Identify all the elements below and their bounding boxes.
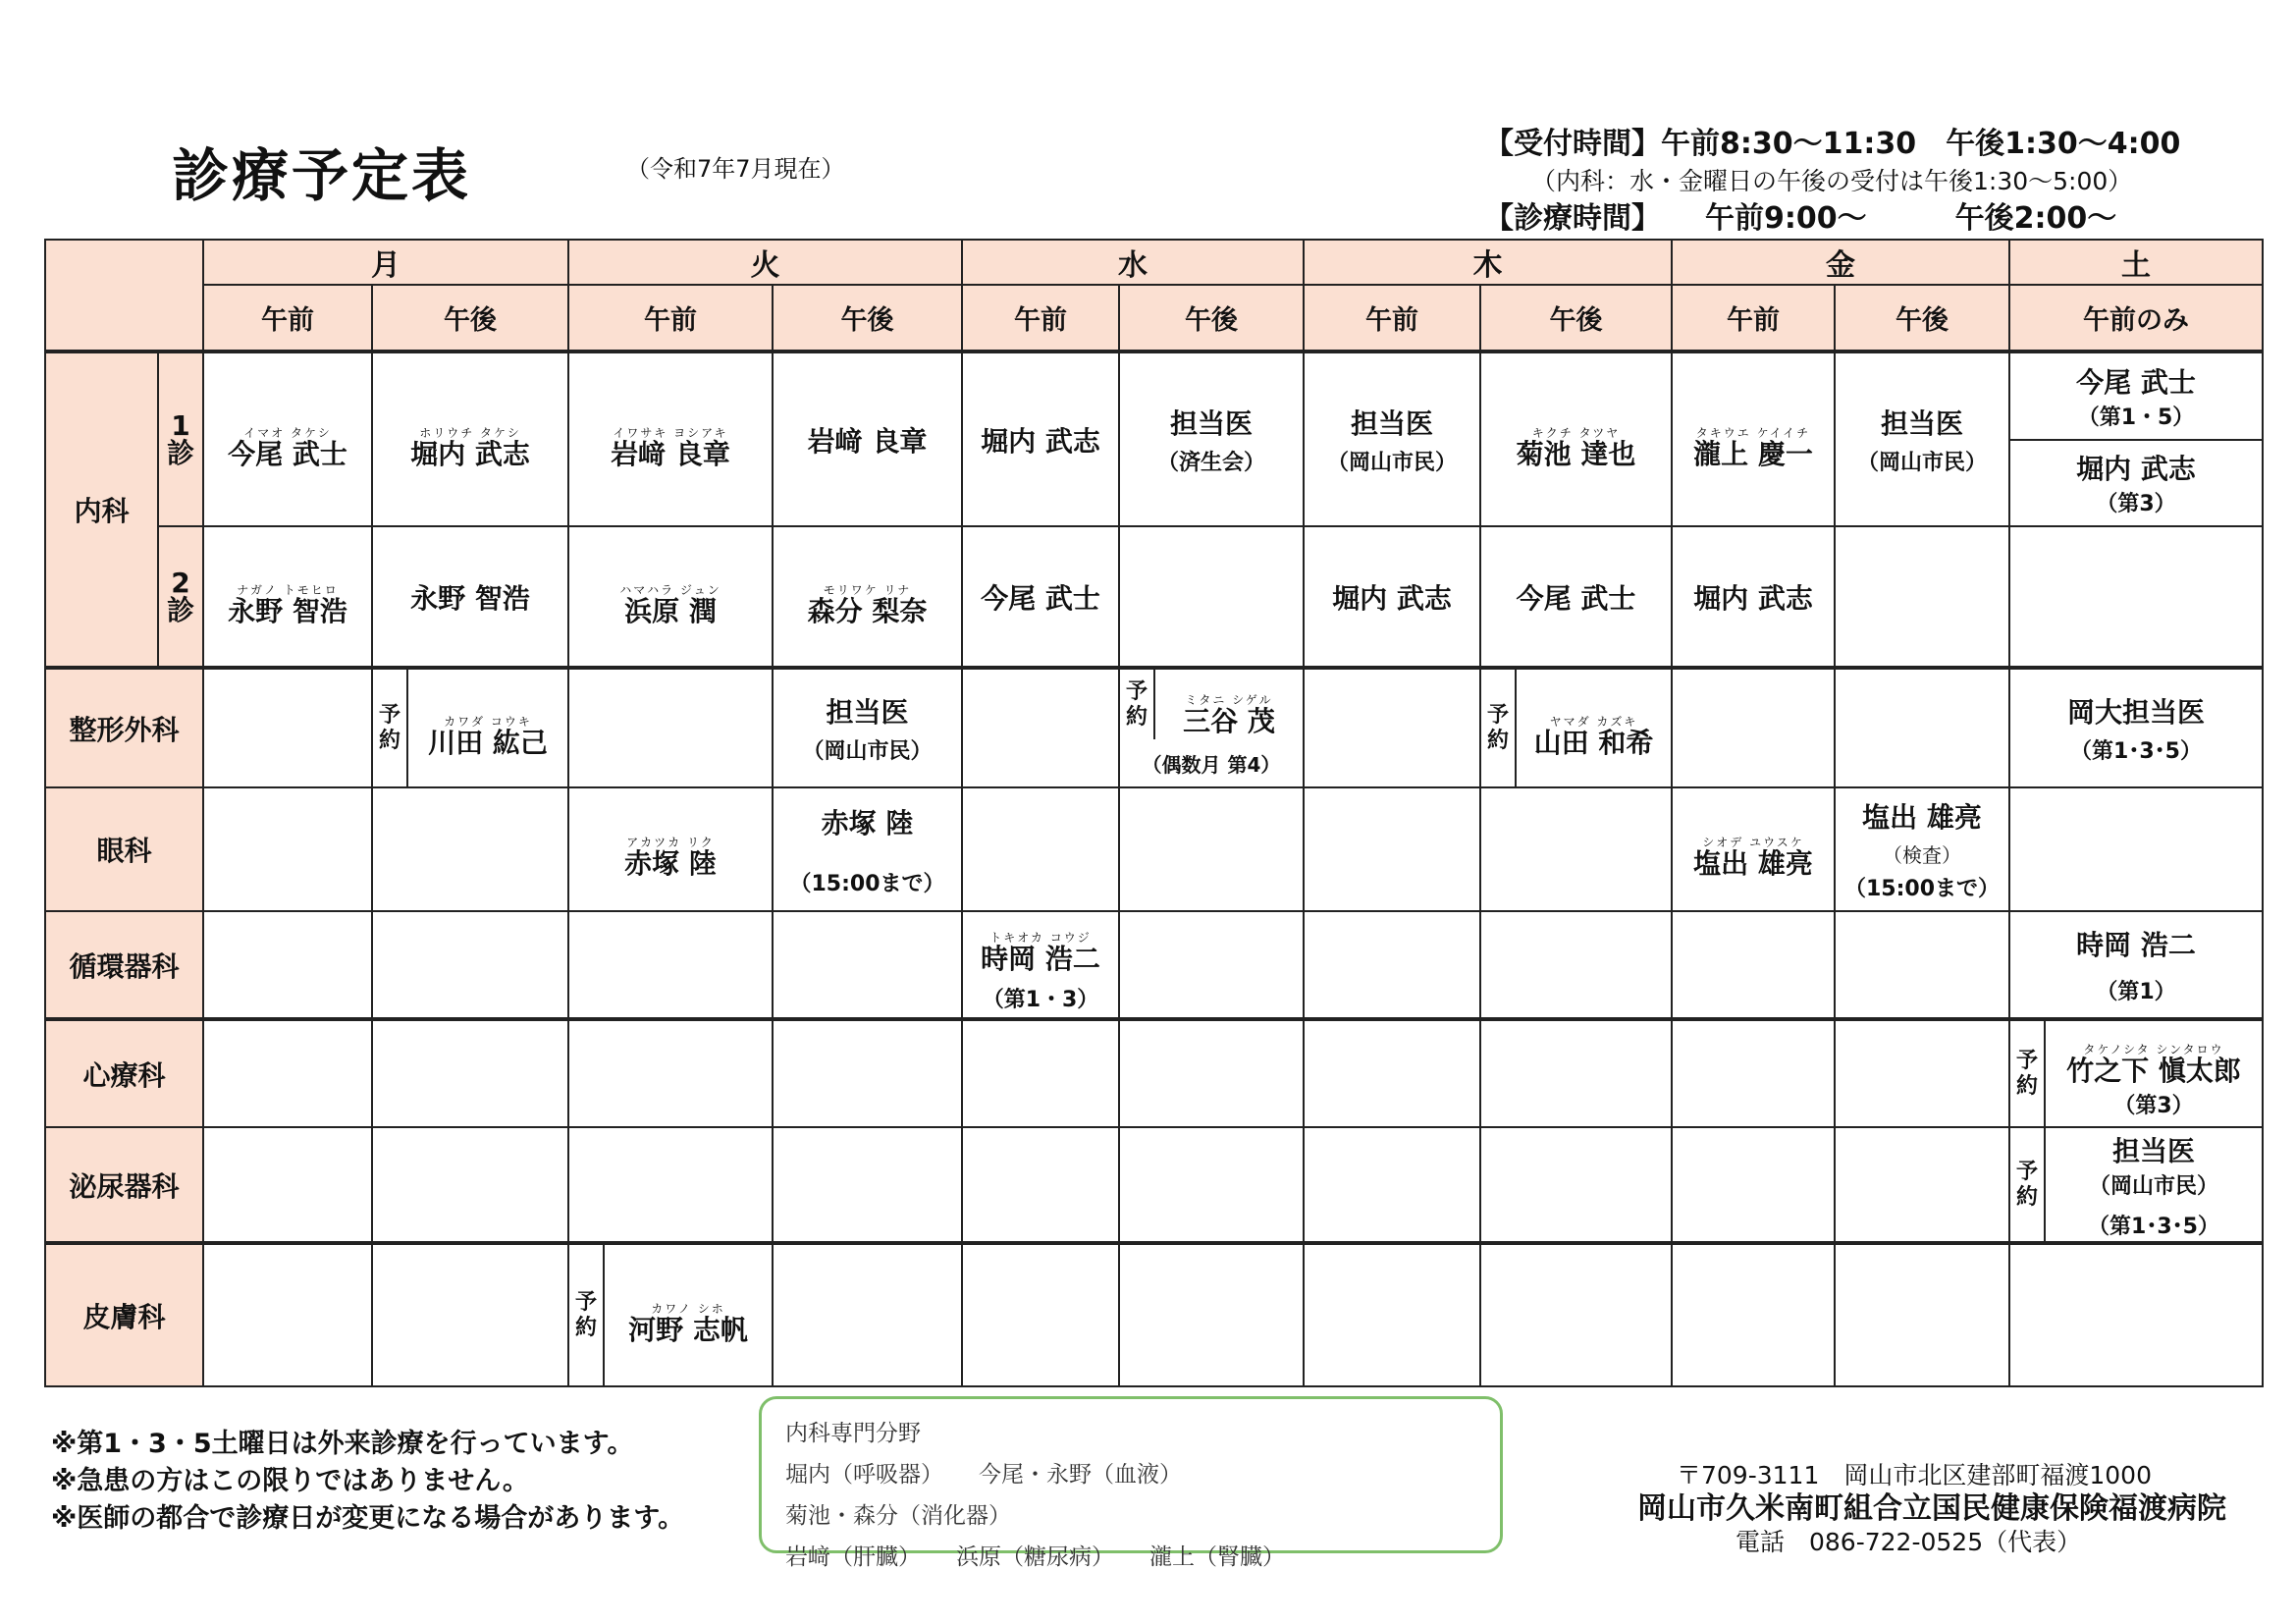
cell-shinryo-mon-am [203,1019,372,1127]
reception-note: （内科：水・金曜日の午後の受付は午後1:30〜5:00） [1531,167,2133,195]
dept-shinryo: 心療科 [45,1019,203,1127]
dept-seikei: 整形外科 [45,668,203,787]
cell-junkan-wed-pm [1119,911,1304,1019]
cell-seikei-fri-am [1672,668,1835,787]
cell-seikei-wed-pm [1119,668,1304,787]
slot-wed-pm: 午後 [1119,285,1304,352]
ruby: トキオカ コウジ [989,931,1092,945]
ruby: ミタニ シゲル [1185,693,1273,707]
hospital-info [1637,1459,2226,1559]
cell-ganka-fri-pm [1835,787,2009,911]
cell-shinryo-fri-pm [1835,1019,2009,1127]
cell-naika2-thu-pm [1480,526,1672,668]
doctor-name: 浜原 潤 [624,594,717,627]
cell-hifu-tue-am [568,1243,773,1386]
cell-naika2-sat [2009,526,2263,668]
cell-junkan-mon-pm [372,911,568,1019]
cell-hinyo-mon-pm [372,1127,568,1243]
cell-junkan-tue-am [568,911,773,1019]
day-tue: 火 [568,240,962,285]
cell-naika1-mon-pm [372,352,568,526]
day-thu: 木 [1304,240,1672,285]
ruby: モリワケ リナ [823,582,912,597]
reservation-mark: 予 約 [2010,1021,2046,1126]
reservation-mark: 予 約 [373,670,408,786]
doctor-note: （第1・3） [982,988,1099,1012]
cell-naika2-fri-am [1672,526,1835,668]
cell-naika2-wed-am [962,526,1119,668]
doctor-name: 瀧上 慶一 [1693,437,1813,470]
as-of-date: （令和7年7月現在） [626,155,845,183]
cell-hifu-sat [2009,1243,2263,1386]
cell-hinyo-tue-am [568,1127,773,1243]
doctor-note: （第1･3･5） [2070,739,2202,764]
cell-shinryo-wed-am [962,1019,1119,1127]
ruby: タケノシタ シンタロウ [2083,1043,2224,1056]
cell-junkan-tue-pm [773,911,962,1019]
footer-note: ※第1・3・5土曜日は外来診療を行っています。 [51,1429,634,1459]
cell-naika1-tue-am [568,352,773,526]
cell-hinyo-mon-am [203,1127,372,1243]
dept-naika: 内科 [45,352,158,668]
doctor-note: （検査） [1883,843,1961,867]
dept-hifu: 皮膚科 [45,1243,203,1386]
doctor-name: 今尾 武士 [228,437,347,470]
postal-address: 〒709-3111 岡山市北区建部町福渡1000 [1677,1461,2152,1489]
doctor-name: 岡大担当医 [2066,696,2205,729]
doctor-name: 河野 志帆 [628,1313,748,1346]
cell-seikei-thu-am [1304,668,1480,787]
ruby: シオデ ユウスケ [1702,836,1804,849]
hospital-name: 岡山市久米南町組合立国民健康保険福渡病院 [1637,1491,2226,1526]
consult-hours: 午前9:00〜 午後2:00〜 [1705,201,2117,236]
cell-hinyo-fri-am [1672,1127,1835,1243]
schedule-table [44,239,2264,1387]
cell-seikei-sat [2009,668,2263,787]
ruby: カワダ コウキ [444,714,532,729]
cell-hifu-tue-pm [773,1243,962,1386]
reservation-mark: 予 約 [569,1245,605,1385]
slot-tue-pm: 午後 [773,285,962,352]
doctor-name: 今尾 武士 [1516,581,1636,615]
specialty-item: 菊池・森分（消化器） [785,1503,1011,1529]
cell-seikei-wed-am [962,668,1119,787]
cell-ganka-thu-pm [1480,787,1672,911]
cell-naika2-mon-pm [372,526,568,668]
cell-seikei-thu-pm [1480,668,1672,787]
specialty-item: 岩﨑（肝臓） [785,1544,921,1570]
cell-naika1-tue-pm [773,352,962,526]
cell-shinryo-sat [2009,1019,2263,1127]
cell-hinyo-fri-pm [1835,1127,2009,1243]
slot-mon-am: 午前 [203,285,372,352]
slot-mon-pm: 午後 [372,285,568,352]
doctor-note: （偶数月 第4） [1142,753,1281,777]
doctor-name: 担当医 [2111,1134,2195,1167]
cell-seikei-tue-pm [773,668,962,787]
slot-thu-pm: 午後 [1480,285,1672,352]
doctor-name: 川田 紘己 [428,726,548,759]
doctor-name: 永野 智浩 [228,594,347,627]
ruby: アカツカ リク [626,836,715,849]
specialty-item: 今尾・永野（血液） [979,1462,1182,1488]
cell-naika2-fri-pm [1835,526,2009,668]
ruby: タキウエ ケイイチ [1695,425,1811,440]
doctor-note: （第3） [2096,492,2176,517]
day-mon: 月 [203,240,568,285]
ruby: ナガノ トモヒロ [237,582,339,597]
cell-junkan-fri-pm [1835,911,2009,1019]
ruby: カワノ シホ [651,1301,725,1316]
cell-junkan-thu-am [1304,911,1480,1019]
footer-note: ※医師の都合で診療日が変更になる場合があります。 [51,1503,685,1534]
doctor-name: 岩﨑 良章 [611,437,730,470]
cell-naika1-sat [2009,352,2263,526]
reservation-mark: 予 約 [2010,1128,2046,1241]
corner-cell [45,240,203,352]
ruby: イワサキ ヨシアキ [613,425,728,440]
doctor-name: 塩出 雄亮 [1693,847,1813,880]
doctor-name: 堀内 武志 [1332,581,1452,615]
doctor-name: 時岡 浩二 [981,943,1100,975]
slot-thu-am: 午前 [1304,285,1480,352]
cell-ganka-wed-am [962,787,1119,911]
cell-shinryo-fri-am [1672,1019,1835,1127]
slot-fri-pm: 午後 [1835,285,2009,352]
cell-hifu-mon-am [203,1243,372,1386]
day-wed: 水 [962,240,1304,285]
hours-block [1484,126,2180,238]
cell-ganka-thu-am [1304,787,1480,911]
shin-2: 2診 [158,526,203,668]
doctor-note: （15:00まで） [789,871,945,896]
doctor-name: 担当医 [1350,407,1433,440]
cell-naika1-thu-pm [1480,352,1672,526]
cell-ganka-fri-am [1672,787,1835,911]
doctor-name: 堀内 武志 [981,424,1100,458]
cell-hifu-fri-pm [1835,1243,2009,1386]
cell-naika2-mon-am [203,526,372,668]
doctor-name: 竹之下 愼太郎 [2066,1055,2241,1087]
doctor-name: 赤塚 陸 [624,847,717,880]
dept-hinyo: 泌尿器科 [45,1127,203,1243]
slot-tue-am: 午前 [568,285,773,352]
doctor-name: 塩出 雄亮 [1862,801,1982,834]
ruby: ハマハラ ジュン [619,582,721,597]
cell-junkan-fri-am [1672,911,1835,1019]
doctor-name: 森分 梨奈 [807,594,928,627]
ruby: キクチ タツヤ [1531,425,1621,440]
cell-hifu-mon-pm [372,1243,568,1386]
cell-junkan-sat [2009,911,2263,1019]
cell-hifu-wed-pm [1119,1243,1304,1386]
doctor-name: 担当医 [1880,407,1963,440]
doctor-name: 山田 和希 [1533,726,1654,759]
cell-hinyo-tue-pm [773,1127,962,1243]
specialty-item: 浜原（糖尿病） [956,1544,1114,1570]
doctor-name: 三谷 茂 [1183,705,1275,737]
cell-ganka-mon-am [203,787,372,911]
cell-naika1-wed-am [962,352,1119,526]
slot-fri-am: 午前 [1672,285,1835,352]
dept-ganka: 眼科 [45,787,203,911]
cell-ganka-tue-pm [773,787,962,911]
cell-naika2-thu-am [1304,526,1480,668]
doctor-name: 今尾 武士 [2076,365,2196,399]
reception-hours: 午前8:30〜11:30 午後1:30〜4:00 [1661,127,2181,161]
cell-naika1-fri-am [1672,352,1835,526]
specialty-item: 堀内（呼吸器） [785,1462,943,1488]
doctor-note: （岡山市民） [1326,451,1457,475]
day-fri: 金 [1672,240,2009,285]
slot-wed-am: 午前 [962,285,1119,352]
reception-label: 【受付時間】 [1484,127,1661,161]
cell-shinryo-wed-pm [1119,1019,1304,1127]
phone-number: 電話 086-722-0525（代表） [1735,1528,2082,1556]
cell-hinyo-wed-pm [1119,1127,1304,1243]
cell-shinryo-tue-am [568,1019,773,1127]
cell-naika2-tue-pm [773,526,962,668]
cell-naika1-thu-am [1304,352,1480,526]
cell-junkan-wed-am [962,911,1119,1019]
doctor-note: （15:00まで） [1843,877,2001,901]
cell-shinryo-thu-am [1304,1019,1480,1127]
doctor-name: 赤塚 陸 [821,806,914,839]
cell-seikei-tue-am [568,668,773,787]
cell-naika1-mon-am [203,352,372,526]
footer-note: ※急患の方はこの限りではありません。 [51,1466,529,1496]
cell-naika1-fri-pm [1835,352,2009,526]
cell-junkan-mon-am [203,911,372,1019]
doctor-note: （岡山市民） [2088,1173,2218,1199]
doctor-name: 堀内 武志 [410,437,530,470]
doctor-name: 堀内 武志 [1693,581,1813,615]
cell-hinyo-wed-am [962,1127,1119,1243]
cell-hifu-fri-am [1672,1243,1835,1386]
slot-sat: 午前のみ [2009,285,2263,352]
doctor-name: 堀内 武志 [2076,453,2196,486]
cell-junkan-thu-pm [1480,911,1672,1019]
cell-hifu-wed-am [962,1243,1119,1386]
doctor-name: 永野 智浩 [410,581,530,615]
cell-hinyo-thu-am [1304,1127,1480,1243]
page-title: 診療予定表 [172,142,472,209]
specialty-item: 瀧上（腎臓） [1149,1544,1285,1570]
shin-1: 1診 [158,352,203,526]
cell-naika2-tue-am [568,526,773,668]
cell-naika1-wed-pm [1119,352,1304,526]
reservation-mark: 予 約 [1481,670,1517,786]
doctor-name: 担当医 [1169,407,1253,440]
doctor-name: 岩﨑 良章 [807,424,928,458]
day-sat: 土 [2009,240,2263,285]
reservation-mark: 予 約 [1120,670,1155,739]
doctor-note: （岡山市民） [802,739,933,764]
cell-hifu-thu-am [1304,1243,1480,1386]
ruby: イマオ タケシ [243,425,332,440]
ruby: ヤマダ カズキ [1549,714,1638,729]
cell-naika2-wed-pm [1119,526,1304,668]
doctor-name: 菊池 達也 [1516,437,1636,470]
doctor-name: 今尾 武士 [981,581,1100,615]
cell-shinryo-thu-pm [1480,1019,1672,1127]
specialty-box [759,1396,1503,1570]
cell-shinryo-tue-pm [773,1019,962,1127]
cell-seikei-mon-pm [372,668,568,787]
cell-hinyo-sat [2009,1127,2263,1243]
cell-ganka-tue-am [568,787,773,911]
footer-notes [51,1426,684,1538]
cell-ganka-mon-pm [372,787,568,911]
cell-ganka-sat [2009,787,2263,911]
cell-ganka-wed-pm [1119,787,1304,911]
doctor-note: （第1･3･5） [2088,1214,2219,1239]
consult-label: 【診療時間】 [1484,201,1646,236]
specialty-title: 内科専門分野 [785,1421,921,1446]
cell-seikei-mon-am [203,668,372,787]
doctor-note: （第1） [2096,980,2176,1004]
doctor-note: （第1・5） [2077,405,2195,430]
ruby: ホリウチ タケシ [419,425,521,440]
doctor-name: 担当医 [826,696,909,729]
cell-seikei-fri-pm [1835,668,2009,787]
doctor-note: （済生会） [1156,451,1265,475]
dept-junkan: 循環器科 [45,911,203,1019]
cell-hifu-thu-pm [1480,1243,1672,1386]
cell-hinyo-thu-pm [1480,1127,1672,1243]
doctor-note: （第3） [2113,1094,2194,1118]
cell-shinryo-mon-pm [372,1019,568,1127]
doctor-note: （岡山市民） [1856,451,1987,475]
doctor-name: 時岡 浩二 [2076,929,2196,961]
